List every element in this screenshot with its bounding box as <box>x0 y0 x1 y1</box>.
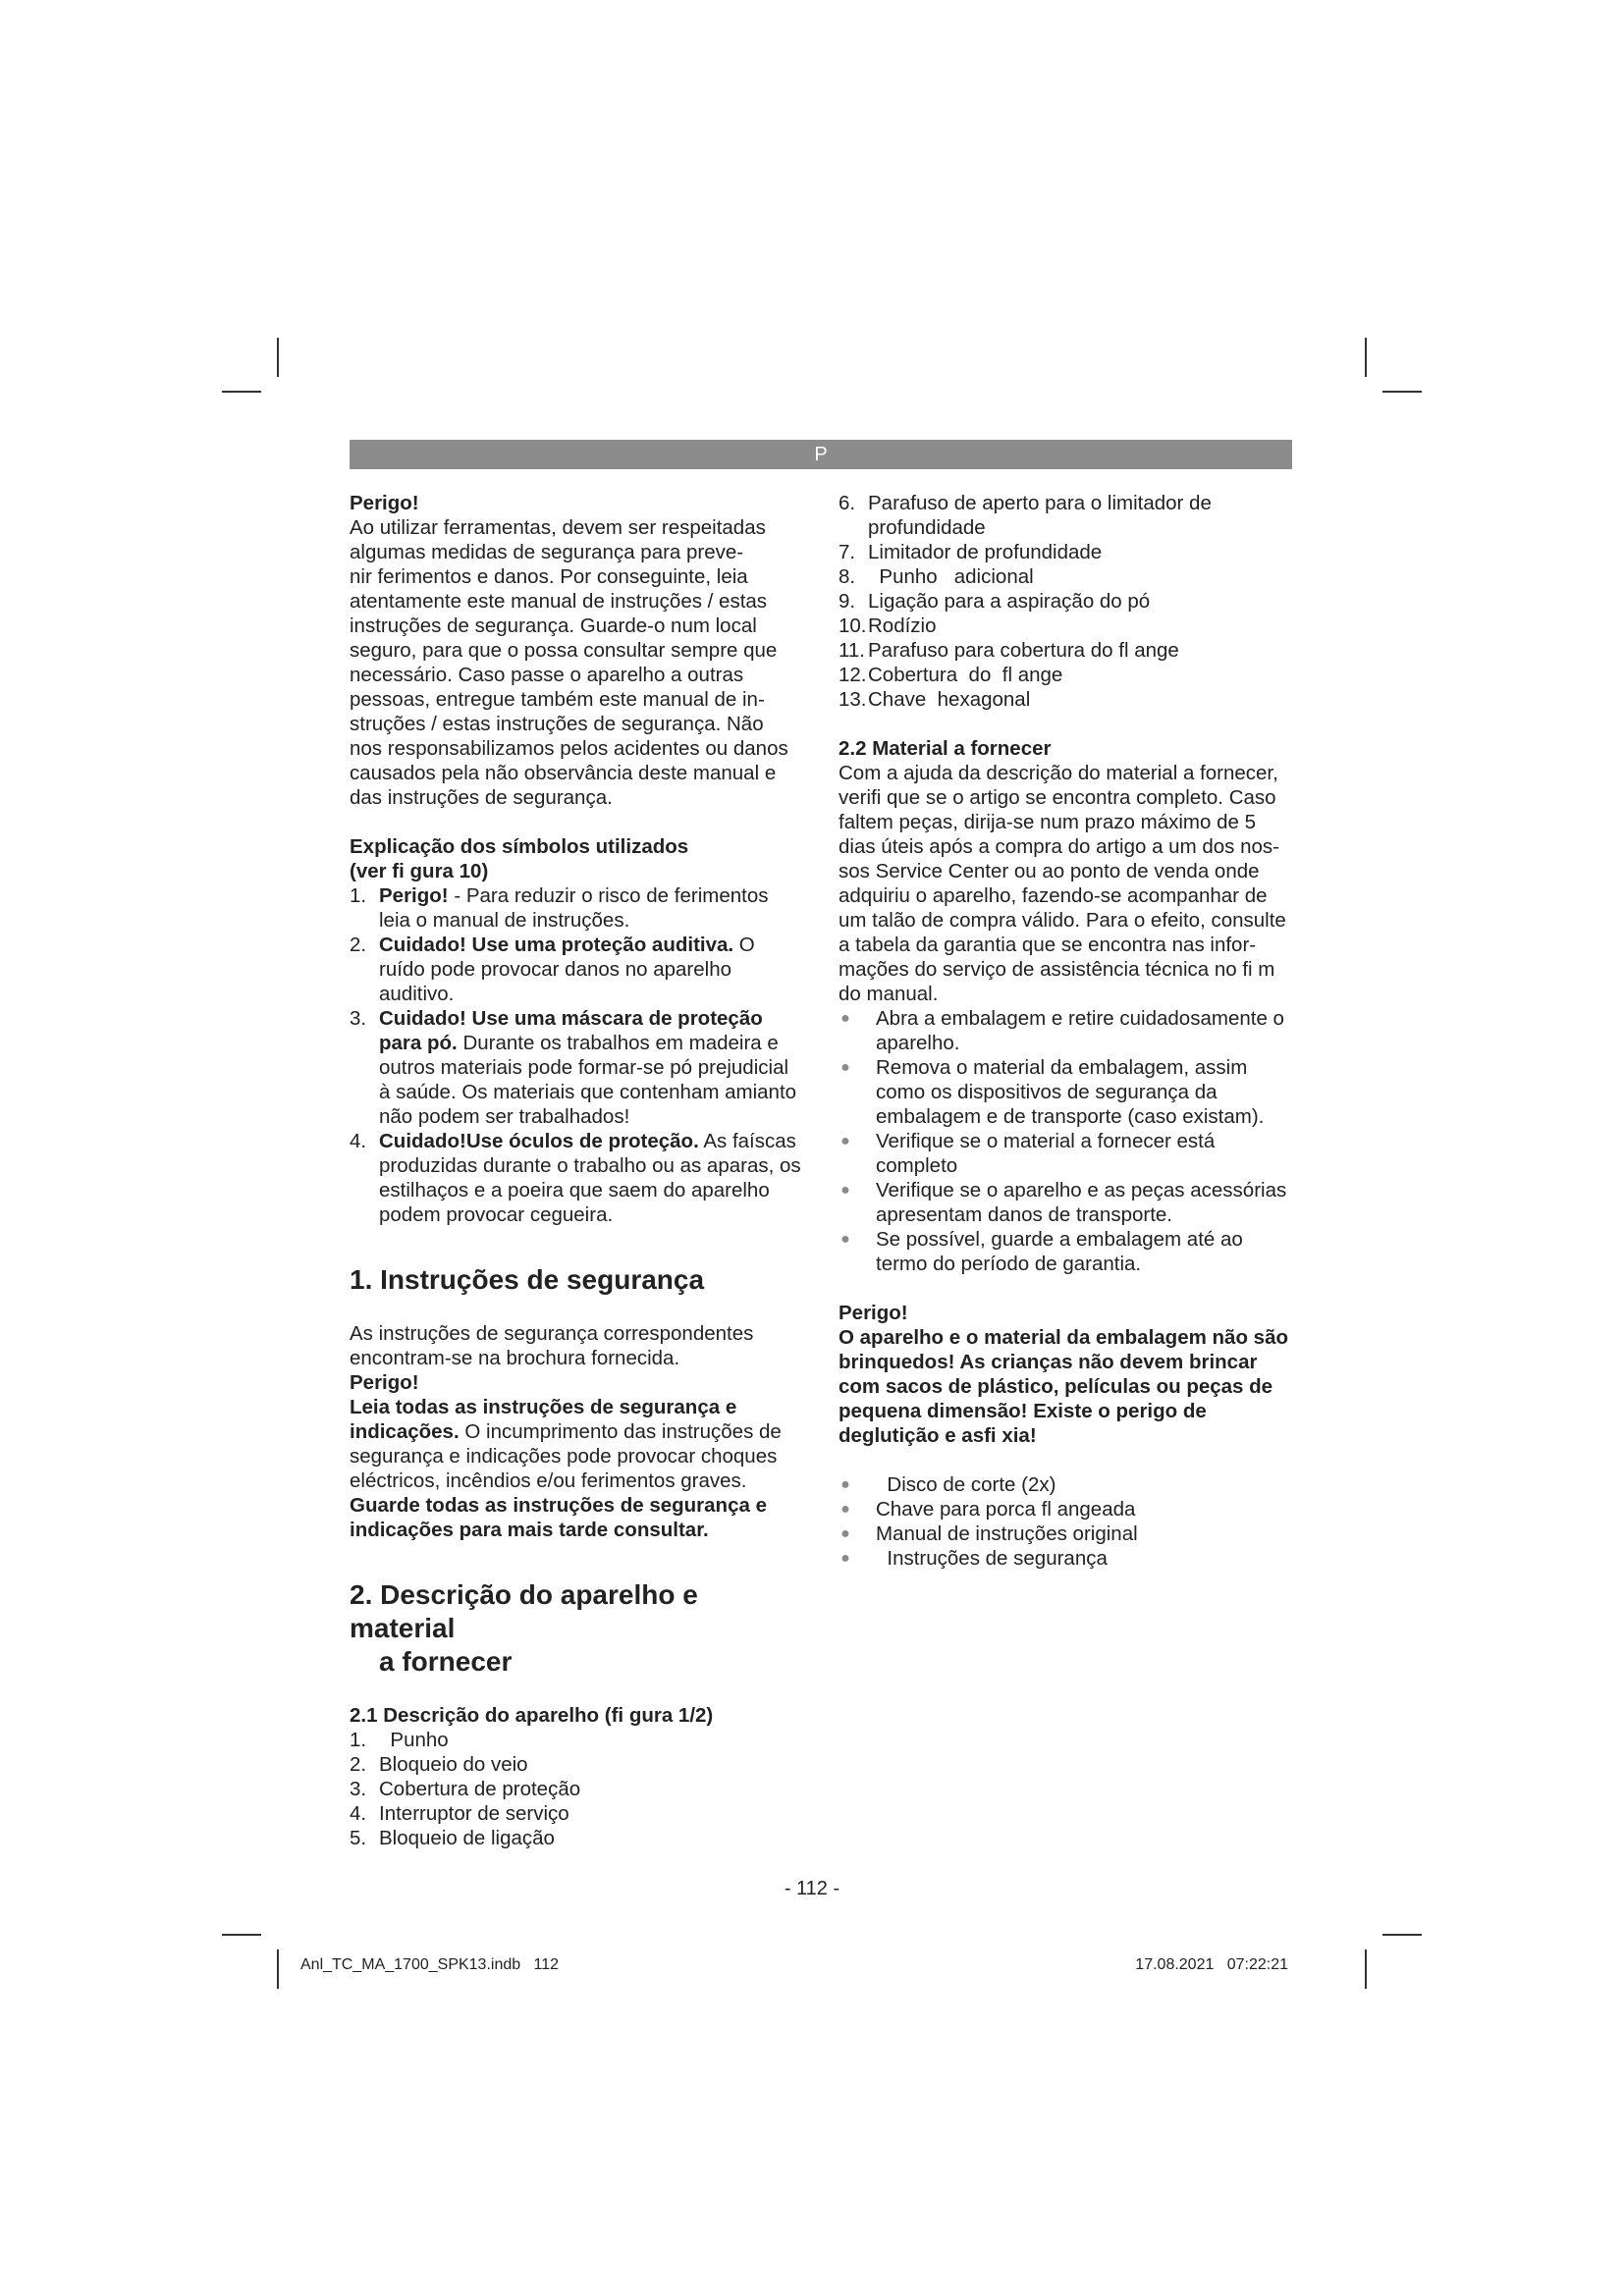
section-1-title: 1. Instruções de segurança <box>350 1264 705 1295</box>
section-1-danger: Perigo! <box>350 1371 419 1394</box>
section-2-2-title: 2.2 Material a fornecer <box>839 737 1052 760</box>
part-item: 8. Punho adicional <box>839 565 1034 588</box>
danger-line: Ao utilizar ferramentas, devem ser respeitadas <box>350 516 766 539</box>
symbol-item: 4. Cuidado!Use óculos de proteção. As faíscas produzidas durante o trabalho ou as aparas, os estilhaços e a poeira que saem do aparelho podem provocar cegueira. <box>350 1130 801 1226</box>
symbols-list <box>350 883 803 1227</box>
supply-text-line: verifi que se o artigo se encontra completo. Caso <box>839 786 1276 809</box>
part-item: 6. Parafuso de aperto para o limitador de profundidade <box>839 492 1212 539</box>
part-item: 12.Cobertura do fl ange <box>839 664 1063 686</box>
left-column <box>350 491 803 1850</box>
crop-mark <box>222 1934 261 1936</box>
supply-text-line: adquiriu o aparelho, fazendo-se acompanhar de <box>839 884 1268 907</box>
list-item: ● Instruções de segurança <box>839 1546 1292 1571</box>
section-2-1-title: 2.1 Descrição do aparelho (fi gura 1/2) <box>350 1704 714 1727</box>
symbols-heading: Explicação dos símbolos utilizados <box>350 835 689 858</box>
list-item: ● Remova o material da embalagem, assim como os dispositivos de segurança da embalagem e de transporte (caso existam). <box>839 1055 1292 1129</box>
list-item: ● Disco de corte (2x) <box>839 1472 1292 1497</box>
part-item: 7. Limitador de profundidade <box>839 541 1103 563</box>
crop-mark <box>1382 1934 1422 1936</box>
part-item: 4. Interruptor de serviço <box>350 1802 569 1825</box>
language-label: P <box>814 444 828 465</box>
supply-text-line: sos Service Center ou ao ponto de venda onde <box>839 860 1260 882</box>
bullet-icon: ● <box>840 1182 850 1199</box>
section-2-title: 2. Descrição do aparelho e material a fornecer <box>350 1579 698 1677</box>
footer-timestamp: 17.08.2021 07:22:21 <box>1135 1956 1288 1973</box>
section-1-intro: As instruções de segurança correspondentes <box>350 1322 754 1345</box>
section-1-body: Leia todas as instruções de segurança e indicações. O incumprimento das instruções de segurança e indicações pode provocar choques eléctricos, incêndios e/ou ferimentos graves. <box>350 1396 782 1492</box>
danger-title: Perigo! <box>350 492 419 514</box>
page-number: - 112 - <box>784 1878 840 1899</box>
children-warning: O aparelho e o material da embalagem não são brinquedos! As crianças não devem brincar com sacos de plástico, películas ou peças de pequena dimensão! Existe o perigo de deglutição e asfi xia! <box>839 1326 1288 1447</box>
bullet-icon: ● <box>840 1133 850 1149</box>
list-item: ● Abra a embalagem e retire cuidadosamente o aparelho. <box>839 1006 1292 1055</box>
part-item: 10.Rodízio <box>839 614 937 637</box>
part-item: 3. Cobertura de proteção <box>350 1778 581 1800</box>
part-item: 2. Bloqueio do veio <box>350 1753 528 1776</box>
danger-line: instruções de segurança. Guarde-o num local <box>350 614 757 637</box>
danger-line: nos responsabilizamos pelos acidentes ou danos <box>350 737 788 760</box>
bullet-icon: ● <box>840 1059 850 1076</box>
danger-line: pessoas, entregue também este manual de in- <box>350 688 765 711</box>
danger-line: atentamente este manual de instruções / estas <box>350 590 768 613</box>
danger-line: necessário. Caso passe o aparelho a outras <box>350 664 744 686</box>
section-1-keep: Guarde todas as instruções de segurança e indicações para mais tarde consultar. <box>350 1494 767 1541</box>
part-item: 1. Punho <box>350 1729 449 1751</box>
symbol-item: 2. Cuidado! Use uma proteção auditiva. O ruído pode provocar danos no aparelho auditivo. <box>350 934 755 1005</box>
bullet-icon: ● <box>840 1476 850 1493</box>
list-item: ● Verifique se o aparelho e as peças acessórias apresentam danos de transporte. <box>839 1178 1292 1227</box>
supply-text-line: mações do serviço de assistência técnica no fi m <box>839 958 1275 981</box>
symbols-heading-ref: (ver fi gura 10) <box>350 860 489 882</box>
crop-mark <box>277 338 279 377</box>
danger-line: struções / estas instruções de segurança. Não <box>350 713 764 735</box>
footer-file-name: Anl_TC_MA_1700_SPK13.indb 112 <box>300 1956 559 1973</box>
list-item: ● Chave para porca fl angeada <box>839 1497 1292 1522</box>
bullet-icon: ● <box>840 1010 850 1027</box>
danger-line: algumas medidas de segurança para preve- <box>350 541 744 563</box>
part-item: 13.Chave hexagonal <box>839 688 1031 711</box>
list-item: ● Verifique se o material a fornecer está completo <box>839 1129 1292 1178</box>
supply-text-line: dias úteis após a compra do artigo a um dos nos- <box>839 835 1279 858</box>
symbol-item: 1. Perigo! - Para reduzir o risco de ferimentos leia o manual de instruções. <box>350 884 769 932</box>
supply-text-line: a tabela da garantia que se encontra nas infor- <box>839 934 1257 956</box>
part-item: 9. Ligação para a aspiração do pó <box>839 590 1151 613</box>
danger-line: nir ferimentos e danos. Por conseguinte, leia <box>350 565 748 588</box>
parts-list-continued <box>839 491 1292 712</box>
crop-mark <box>1365 338 1367 377</box>
list-item: ● Manual de instruções original <box>839 1522 1292 1546</box>
part-item: 5. Bloqueio de ligação <box>350 1827 555 1849</box>
section-1-intro: encontram-se na brochura fornecida. <box>350 1347 680 1369</box>
bullet-icon: ● <box>840 1501 850 1518</box>
supply-text-line: do manual. <box>839 983 939 1005</box>
danger-line: seguro, para que o possa consultar sempre que <box>350 639 778 662</box>
unpacking-steps <box>839 1006 1292 1276</box>
symbol-item: 3. Cuidado! Use uma máscara de proteção para pó. Durante os trabalhos em madeira e outros materiais pode formar-se pó prejudicial à saúde. Os materiais que contenham amianto não podem ser trabalhados! <box>350 1007 797 1128</box>
supply-text-line: um talão de compra válido. Para o efeito, consulte <box>839 909 1286 932</box>
danger-line: causados pela não observância deste manual e <box>350 762 777 784</box>
supply-text-line: faltem peças, dirija-se num prazo máximo de 5 <box>839 811 1256 833</box>
danger-line: das instruções de segurança. <box>350 786 613 809</box>
crop-mark <box>222 391 261 393</box>
part-item: 11. Parafuso para cobertura do fl ange <box>839 639 1179 662</box>
bullet-icon: ● <box>840 1550 850 1567</box>
supply-list <box>839 1472 1292 1571</box>
language-header-bar <box>350 440 1292 469</box>
crop-mark <box>1365 1949 1367 1989</box>
right-column <box>839 491 1292 1571</box>
bullet-icon: ● <box>840 1231 850 1248</box>
danger-title: Perigo! <box>839 1302 908 1324</box>
parts-list <box>350 1728 803 1850</box>
crop-mark <box>1382 391 1422 393</box>
crop-mark <box>277 1949 279 1989</box>
supply-text-line: Com a ajuda da descrição do material a fornecer, <box>839 762 1278 784</box>
bullet-icon: ● <box>840 1525 850 1542</box>
list-item: ● Se possível, guarde a embalagem até ao termo do período de garantia. <box>839 1227 1292 1276</box>
